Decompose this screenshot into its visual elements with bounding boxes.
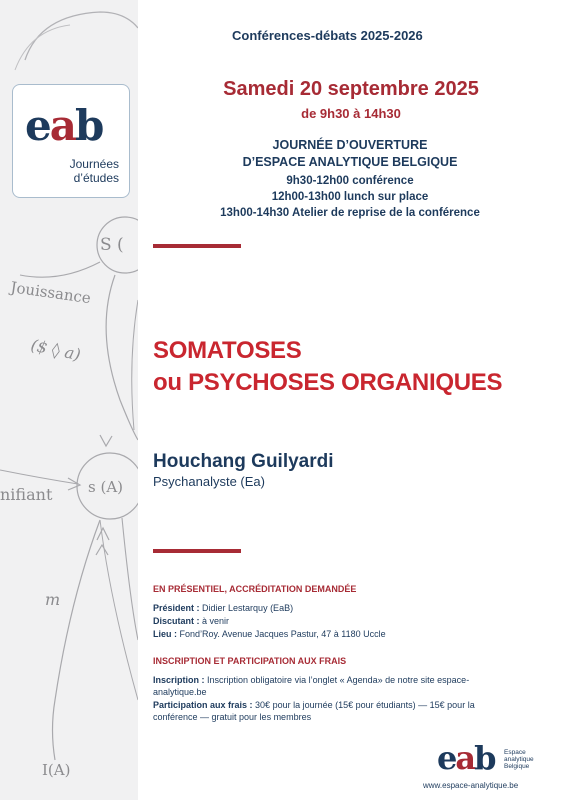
upper-curve-2: [132, 300, 138, 430]
left-panel: [0, 0, 138, 800]
discutant-line: Discutant : à venir: [153, 616, 230, 626]
program-line-2: D’ESPACE ANALYTIQUE BELGIQUE: [242, 155, 458, 169]
program-line-3: 9h30-12h00 conférence: [286, 175, 414, 187]
sA-label: s (A): [88, 478, 124, 496]
inscription-line1: Inscription : Inscription obligatoire via l’onglet « Agenda» de notre site espace-: [153, 675, 470, 685]
signifiant-line: [0, 470, 78, 484]
conference-title-line2: ou PSYCHOSES ORGANIQUES: [153, 369, 503, 396]
frais-line1: Participation aux frais : 30€ pour la journée (15€ pour étudiants) — 15€ pour la: [153, 700, 475, 710]
footer-url[interactable]: www.espace-analytique.be: [423, 781, 519, 790]
event-date: Samedi 20 septembre 2025: [223, 78, 479, 100]
series-title: Conférences-débats 2025-2026: [232, 28, 423, 43]
program-line-4: 12h00-13h00 lunch sur place: [271, 191, 429, 203]
president-line: Président : Didier Lestarquy (EaB): [153, 603, 294, 613]
speaker-role: Psychanalyste (Ea): [153, 474, 265, 489]
eab-logo: eab: [25, 101, 103, 150]
arrow-2: [68, 478, 80, 490]
footer-text-line3: Belgique: [504, 763, 530, 770]
lower-curve: [53, 520, 101, 760]
footer-eab-logo: eab: [437, 739, 495, 777]
eab-logo-card: [12, 84, 130, 198]
jouissance-label: Jouissance: [9, 278, 92, 308]
arrow-3: [97, 528, 109, 540]
program-line-5: 13h00-14h30 Atelier de reprise de la conférence: [220, 207, 480, 219]
footer-text-line1: Espace: [504, 749, 526, 756]
jouissance-line: [20, 262, 100, 277]
logo-subtitle-line2: d’études: [73, 171, 119, 185]
section-inscription: INSCRIPTION ET PARTICIPATION AUX FRAIS: [153, 656, 347, 666]
S-label: S (: [100, 235, 124, 255]
arrow-1: [100, 435, 112, 446]
lower-curve-2: [122, 518, 138, 640]
m-label: m: [45, 590, 61, 609]
speaker-name: Houchang Guilyardi: [153, 451, 334, 472]
top-arc: [25, 12, 138, 60]
footer-logo-text: [504, 749, 534, 770]
event-time: de 9h30 à 14h30: [301, 106, 401, 121]
footer-text-line2: analytique: [504, 756, 534, 763]
frais-line2: conférence — gratuit pour les membres: [153, 712, 312, 722]
logo-subtitle-line1: Journées: [69, 157, 119, 171]
signifiant-label: nifiant: [0, 485, 53, 504]
divider-bottom: [153, 549, 241, 553]
arrow-4: [96, 545, 108, 555]
formula-label: ($ ◊ a): [29, 335, 83, 365]
lieu-line: Lieu : Fond’Roy. Avenue Jacques Pastur, 47 à 1180 Uccle: [153, 629, 386, 639]
divider-top: [153, 244, 241, 248]
program-line-1: JOURNÉE D’OUVERTURE: [272, 138, 428, 152]
section-presentiel: EN PRÉSENTIEL, ACCRÉDITATION DEMANDÉE: [153, 584, 357, 594]
logo-subtitle: [13, 157, 119, 185]
conference-title-line1: SOMATOSES: [153, 337, 302, 364]
lower-curve-3: [100, 520, 138, 700]
inscription-line2: analytique.be: [153, 687, 207, 697]
IA-label: I(A): [42, 761, 71, 779]
